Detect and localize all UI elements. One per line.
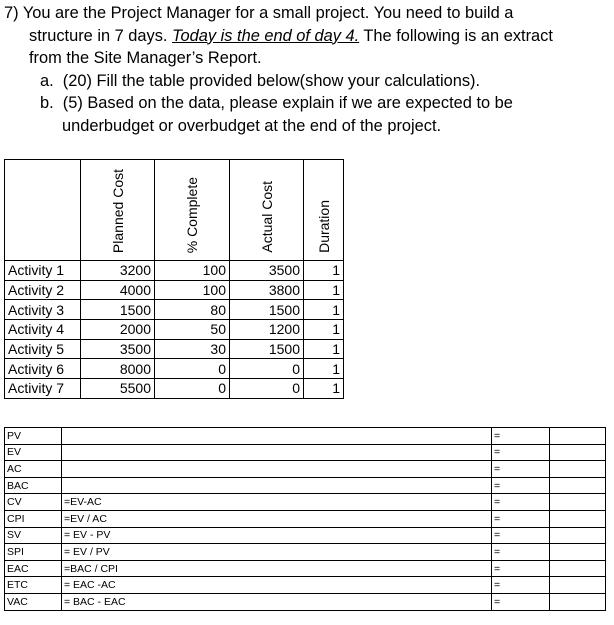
header-percent-complete-label: % Complete	[184, 176, 200, 253]
metric-answer-cell[interactable]	[550, 444, 606, 461]
metric-row	[5, 544, 606, 561]
metric-formula	[62, 428, 492, 445]
metrics-table	[4, 427, 606, 611]
metric-equals: =	[492, 527, 550, 544]
activity-row	[5, 359, 344, 379]
metric-answer-cell[interactable]	[550, 477, 606, 494]
actual-cost-cell: 1200	[230, 320, 304, 340]
activity-name: Activity 5	[5, 339, 81, 359]
duration-cell: 1	[304, 261, 344, 281]
metric-row	[5, 444, 606, 461]
duration-cell: 1	[304, 300, 344, 320]
activity-row	[5, 261, 344, 281]
percent-complete-cell: 80	[155, 300, 230, 320]
metric-label: BAC	[5, 477, 62, 494]
header-planned-cost	[81, 160, 155, 261]
planned-cost-cell: 3200	[81, 261, 155, 281]
header-actual-cost-label: Actual Cost	[258, 181, 275, 253]
metric-label: CPI	[5, 510, 62, 527]
percent-complete-cell: 100	[155, 261, 230, 281]
metric-answer-cell[interactable]	[550, 593, 606, 610]
header-duration	[304, 160, 344, 261]
planned-cost-cell: 8000	[81, 359, 155, 379]
metric-label: SV	[5, 527, 62, 544]
duration-cell: 1	[304, 379, 344, 399]
metric-equals: =	[492, 544, 550, 561]
metric-equals: =	[492, 494, 550, 511]
metric-formula: =EV / AC	[62, 510, 492, 527]
part-a-marker: a.	[40, 71, 54, 90]
metric-answer-cell[interactable]	[550, 494, 606, 511]
metric-row	[5, 494, 606, 511]
metric-row	[5, 477, 606, 494]
metric-row	[5, 560, 606, 577]
duration-cell: 1	[304, 280, 344, 300]
metric-row	[5, 510, 606, 527]
activity-row	[5, 379, 344, 399]
percent-complete-cell: 100	[155, 280, 230, 300]
activity-row	[5, 339, 344, 359]
metric-answer-cell[interactable]	[550, 544, 606, 561]
metric-answer-cell[interactable]	[550, 560, 606, 577]
question-part-b	[4, 92, 610, 115]
metric-formula: = BAC - EAC	[62, 593, 492, 610]
header-percent-complete	[155, 160, 230, 261]
metric-label: AC	[5, 461, 62, 478]
question-part-b-cont: underbudget or overbudget at the end of the project.	[62, 116, 442, 135]
metric-answer-cell[interactable]	[550, 510, 606, 527]
activity-name: Activity 6	[5, 359, 81, 379]
planned-cost-cell: 1500	[81, 300, 155, 320]
activity-name: Activity 7	[5, 379, 81, 399]
part-b-text-1: (5) Based on the data, please explain if we are expected to be	[62, 94, 513, 113]
header-duration-label: Duration	[315, 200, 332, 253]
percent-complete-cell: 50	[155, 320, 230, 340]
question-emphasis: Today is the end of day 4.	[172, 26, 360, 45]
metric-answer-cell[interactable]	[550, 577, 606, 594]
actual-cost-cell: 3500	[230, 261, 304, 281]
metric-equals: =	[492, 560, 550, 577]
metric-label: EAC	[5, 560, 62, 577]
activity-name: Activity 4	[5, 320, 81, 340]
duration-cell: 1	[304, 359, 344, 379]
actual-cost-cell: 1500	[230, 339, 304, 359]
activity-row	[5, 280, 344, 300]
actual-cost-cell: 1500	[230, 300, 304, 320]
metric-row	[5, 461, 606, 478]
duration-cell: 1	[304, 320, 344, 340]
metric-formula: =EV-AC	[62, 494, 492, 511]
metric-formula: = EV / PV	[62, 544, 492, 561]
metric-formula	[62, 461, 492, 478]
question-line-2-start: structure in 7 days.	[29, 26, 173, 45]
header-actual-cost	[230, 160, 304, 261]
activity-name: Activity 1	[5, 261, 81, 281]
planned-cost-cell: 4000	[81, 280, 155, 300]
metric-equals: =	[492, 444, 550, 461]
metric-answer-cell[interactable]	[550, 527, 606, 544]
question-line-3: from the Site Manager’s Report.	[29, 49, 262, 68]
site-report-header-row	[5, 160, 344, 261]
percent-complete-cell: 30	[155, 339, 230, 359]
part-b-marker: b.	[40, 94, 54, 113]
actual-cost-cell: 0	[230, 359, 304, 379]
metric-answer-cell[interactable]	[550, 461, 606, 478]
metric-formula: =BAC / CPI	[62, 560, 492, 577]
question-line-2-end: The following is an extract	[359, 26, 553, 45]
activity-name: Activity 2	[5, 280, 81, 300]
metric-label: ETC	[5, 577, 62, 594]
header-blank	[5, 160, 81, 261]
percent-complete-cell: 0	[155, 379, 230, 399]
planned-cost-cell: 5500	[81, 379, 155, 399]
planned-cost-cell: 2000	[81, 320, 155, 340]
question-line-1: 7) You are the Project Manager for a small project. You need to build a	[4, 4, 514, 22]
planned-cost-cell: 3500	[81, 339, 155, 359]
metric-formula: = EAC -AC	[62, 577, 492, 594]
metric-label: PV	[5, 428, 62, 445]
metric-equals: =	[492, 510, 550, 527]
metric-row	[5, 428, 606, 445]
metric-equals: =	[492, 477, 550, 494]
metric-formula: = EV - PV	[62, 527, 492, 544]
metric-equals: =	[492, 577, 550, 594]
metric-formula	[62, 444, 492, 461]
metric-equals: =	[492, 461, 550, 478]
activity-row	[5, 300, 344, 320]
metric-row	[5, 577, 606, 594]
percent-complete-cell: 0	[155, 359, 230, 379]
metric-equals: =	[492, 593, 550, 610]
activity-row	[5, 320, 344, 340]
site-report-table	[4, 159, 344, 399]
actual-cost-cell: 3800	[230, 280, 304, 300]
metric-answer-cell[interactable]	[550, 428, 606, 445]
activity-name: Activity 3	[5, 300, 81, 320]
metric-label: CV	[5, 494, 62, 511]
actual-cost-cell: 0	[230, 379, 304, 399]
question-text	[4, 2, 610, 138]
metric-formula	[62, 477, 492, 494]
duration-cell: 1	[304, 339, 344, 359]
metric-equals: =	[492, 428, 550, 445]
header-planned-cost-label: Planned Cost	[109, 168, 126, 253]
question-line-2	[4, 25, 610, 48]
metric-label: VAC	[5, 593, 62, 610]
question-part-a	[4, 70, 610, 93]
metric-label: SPI	[5, 544, 62, 561]
metric-row	[5, 527, 606, 544]
part-a-text: (20) Fill the table provided below(show your calculations).	[62, 71, 481, 90]
metric-label: EV	[5, 444, 62, 461]
metric-row	[5, 593, 606, 610]
